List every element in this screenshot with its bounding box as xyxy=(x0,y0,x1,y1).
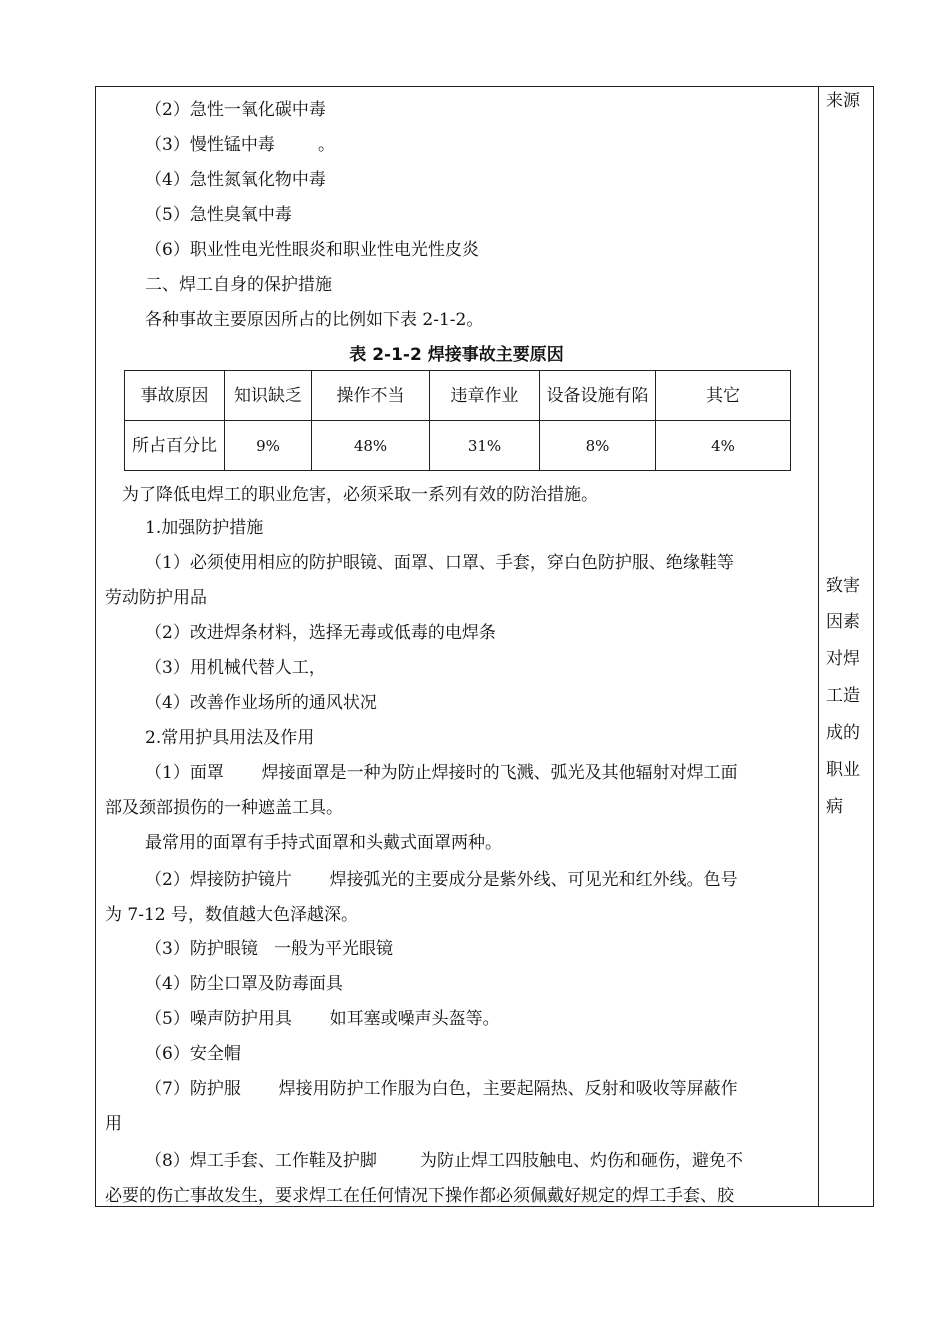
text-line: （5）急性臭氧中毒 xyxy=(145,205,292,225)
side-label: 工造 xyxy=(826,686,860,706)
table-cell: 违章作业 xyxy=(430,371,540,421)
table-cell: 48% xyxy=(312,421,430,471)
table-caption: 表 2-1-2 焊接事故主要原因 xyxy=(349,345,564,365)
text-line: 最常用的面罩有手持式面罩和头戴式面罩两种。 xyxy=(145,833,502,853)
text-line: （1）面罩 焊接面罩是一种为防止焊接时的飞溅、弧光及其他辐射对焊工面 xyxy=(145,763,738,783)
text-line: （4）防尘口罩及防毒面具 xyxy=(145,974,343,994)
table-cell: 事故原因 xyxy=(125,371,225,421)
table-cell: 设备设施有陷 xyxy=(540,371,656,421)
text-line: （5）噪声防护用具 如耳塞或噪声头盔等。 xyxy=(145,1009,500,1029)
text-line: 必要的伤亡事故发生，要求焊工在任何情况下操作都必须佩戴好规定的焊工手套、胶 xyxy=(105,1186,734,1206)
section-heading: 二、焊工自身的保护措施 xyxy=(145,275,332,295)
text-line: （3）慢性锰中毒 。 xyxy=(145,135,336,155)
side-label: 对焊 xyxy=(826,649,860,669)
table-row xyxy=(125,421,791,471)
section-heading: 2.常用护具用法及作用 xyxy=(145,728,315,748)
text-line: （4）急性氮氧化物中毒 xyxy=(145,170,326,190)
side-label: 职业 xyxy=(826,760,860,780)
text-line: （2）改进焊条材料，选择无毒或低毒的电焊条 xyxy=(145,623,496,643)
text-line: 用 xyxy=(105,1114,122,1134)
table-cell: 4% xyxy=(656,421,791,471)
text-line: （3）防护眼镜 一般为平光眼镜 xyxy=(145,939,394,959)
text-line: （7）防护服 焊接用防护工作服为白色，主要起隔热、反射和吸收等屏蔽作 xyxy=(145,1079,738,1099)
table-cell: 8% xyxy=(540,421,656,471)
table-cell: 其它 xyxy=(656,371,791,421)
table-cell: 知识缺乏 xyxy=(225,371,312,421)
table-header-row xyxy=(125,371,791,421)
text-line: （2）焊接防护镜片 焊接弧光的主要成分是紫外线、可见光和红外线。色号 xyxy=(145,870,738,890)
side-label: 致害 xyxy=(826,576,860,596)
side-label: 病 xyxy=(826,797,843,817)
side-label: 成的 xyxy=(826,723,860,743)
table-cell: 9% xyxy=(225,421,312,471)
table-cell: 31% xyxy=(430,421,540,471)
column-divider xyxy=(818,86,819,1207)
text-line: （6）职业性电光性眼炎和职业性电光性皮炎 xyxy=(145,240,479,260)
text-line: （4）改善作业场所的通风状况 xyxy=(145,693,377,713)
text-line: （2）急性一氧化碳中毒 xyxy=(145,100,326,120)
text-line: 为 7-12 号，数值越大色泽越深。 xyxy=(105,905,358,925)
text-line: 各种事故主要原因所占的比例如下表 2-1-2。 xyxy=(145,310,484,330)
text-line: 劳动防护用品 xyxy=(105,588,207,608)
section-heading: 1.加强防护措施 xyxy=(145,518,264,538)
text-line: （3）用机械代替人工， xyxy=(145,658,326,678)
text-line: （8）焊工手套、工作鞋及护脚 为防止焊工四肢触电、灼伤和砸伤，避免不 xyxy=(145,1151,744,1171)
table-cell: 操作不当 xyxy=(312,371,430,421)
side-label-source: 来源 xyxy=(826,91,860,111)
accident-cause-table xyxy=(124,370,791,471)
table-cell: 所占百分比 xyxy=(125,421,225,471)
text-line: 为了降低电焊工的职业危害，必须采取一系列有效的防治措施。 xyxy=(122,485,598,505)
side-label: 因素 xyxy=(826,612,860,632)
text-line: 部及颈部损伤的一种遮盖工具。 xyxy=(105,798,343,818)
text-line: （6）安全帽 xyxy=(145,1044,241,1064)
text-line: （1）必须使用相应的防护眼镜、面罩、口罩、手套，穿白色防护服、绝缘鞋等 xyxy=(145,553,734,573)
